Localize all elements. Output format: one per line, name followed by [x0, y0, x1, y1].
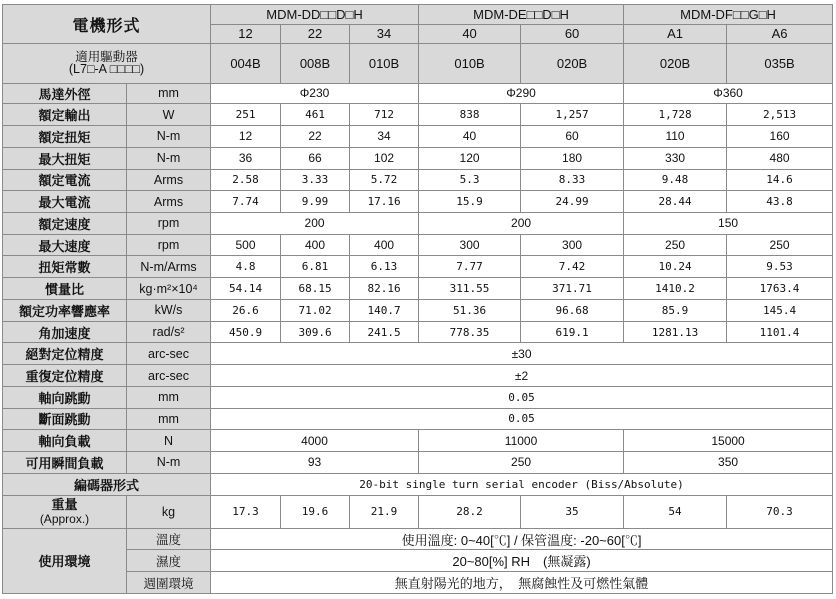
group-de-header: MDM-DE□□D□H: [419, 5, 624, 25]
cell-value: 7.74: [211, 191, 281, 213]
env-surroundings-value: 無直射陽光的地方， 無腐蝕性及可燃性氣體: [211, 572, 833, 594]
row-label: 額定速度: [3, 213, 127, 235]
cell-value: 1410.2: [624, 278, 727, 300]
cell-value: 20-bit single turn serial encoder (Biss/Absolute): [211, 473, 833, 495]
cell-value: 150: [624, 213, 833, 235]
cell-value: 4.8: [211, 256, 281, 278]
row-label: 慣量比: [3, 278, 127, 300]
cell-value: 2.58: [211, 169, 281, 191]
cell-value: 6.81: [281, 256, 350, 278]
cell-value: 160: [727, 126, 833, 148]
row-unit: arc-sec: [127, 343, 211, 365]
cell-value: 60: [521, 126, 624, 148]
driver-code: 010B: [350, 44, 419, 83]
cell-value: 70.3: [727, 495, 833, 528]
cell-value: 14.6: [727, 169, 833, 191]
cell-value: 54.14: [211, 278, 281, 300]
row-unit: kW/s: [127, 299, 211, 321]
driver-label-line1: 適用驅動器: [75, 50, 138, 65]
cell-value: 9.53: [727, 256, 833, 278]
cell-value: Φ290: [419, 83, 624, 104]
row-unit: N: [127, 430, 211, 452]
row-unit: N-m: [127, 126, 211, 148]
row-label: 軸向跳動: [3, 386, 127, 408]
model-code: A6: [727, 24, 833, 44]
row-label: 額定輸出: [3, 104, 127, 126]
cell-value: 480: [727, 147, 833, 169]
row-unit: N-m/Arms: [127, 256, 211, 278]
cell-value: 0.05: [211, 386, 833, 408]
cell-value: 461: [281, 104, 350, 126]
cell-value: 82.16: [350, 278, 419, 300]
row-unit: mm: [127, 408, 211, 430]
cell-value: 6.13: [350, 256, 419, 278]
row-label: 軸向負載: [3, 430, 127, 452]
row-label: 最大電流: [3, 191, 127, 213]
row-unit: Arms: [127, 191, 211, 213]
cell-value: 11000: [419, 430, 624, 452]
row-label: 斷面跳動: [3, 408, 127, 430]
cell-value: 54: [624, 495, 727, 528]
cell-value: ±30: [211, 343, 833, 365]
row-unit: mm: [127, 386, 211, 408]
cell-value: 200: [211, 213, 419, 235]
cell-value: 12: [211, 126, 281, 148]
cell-value: 9.48: [624, 169, 727, 191]
cell-value: 1763.4: [727, 278, 833, 300]
row-label: 角加速度: [3, 321, 127, 343]
cell-value: 712: [350, 104, 419, 126]
cell-value: 7.42: [521, 256, 624, 278]
cell-value: 778.35: [419, 321, 521, 343]
model-code: 34: [350, 24, 419, 44]
cell-value: 110: [624, 126, 727, 148]
cell-value: 250: [727, 234, 833, 256]
model-code: 60: [521, 24, 624, 44]
cell-value: 1,257: [521, 104, 624, 126]
driver-code: 004B: [211, 44, 281, 83]
driver-code: 008B: [281, 44, 350, 83]
cell-value: 36: [211, 147, 281, 169]
cell-value: 93: [211, 452, 419, 474]
cell-value: 309.6: [281, 321, 350, 343]
cell-value: Φ360: [624, 83, 833, 104]
group-dd-header: MDM-DD□□D□H: [211, 5, 419, 25]
cell-value: 371.71: [521, 278, 624, 300]
row-unit: W: [127, 104, 211, 126]
row-unit: N-m: [127, 147, 211, 169]
row-unit: mm: [127, 83, 211, 104]
driver-label: [3, 44, 211, 83]
row-unit: kg: [127, 495, 211, 528]
cell-value: 21.9: [350, 495, 419, 528]
cell-value: 619.1: [521, 321, 624, 343]
cell-value: 250: [419, 452, 624, 474]
cell-value: 180: [521, 147, 624, 169]
cell-value: 250: [624, 234, 727, 256]
cell-value: 17.16: [350, 191, 419, 213]
cell-value: 85.9: [624, 299, 727, 321]
cell-value: 22: [281, 126, 350, 148]
row-unit: Arms: [127, 169, 211, 191]
cell-value: 400: [350, 234, 419, 256]
cell-value: 19.6: [281, 495, 350, 528]
cell-value: 120: [419, 147, 521, 169]
cell-value: 330: [624, 147, 727, 169]
row-label: 額定功率響應率: [3, 299, 127, 321]
cell-value: 145.4: [727, 299, 833, 321]
cell-value: 350: [624, 452, 833, 474]
cell-value: 7.77: [419, 256, 521, 278]
row-label: 可用瞬間負載: [3, 452, 127, 474]
row-unit: rpm: [127, 213, 211, 235]
cell-value: 400: [281, 234, 350, 256]
cell-value: 200: [419, 213, 624, 235]
cell-value: 35: [521, 495, 624, 528]
row-label: 重復定位精度: [3, 365, 127, 387]
env-humidity-value: 20~80[%] RH (無凝露): [211, 550, 833, 572]
driver-label-line2: (L7□-A □□□□): [68, 62, 145, 77]
cell-value: 5.3: [419, 169, 521, 191]
row-unit: N-m: [127, 452, 211, 474]
cell-value: 68.15: [281, 278, 350, 300]
cell-value: 26.6: [211, 299, 281, 321]
env-surroundings-label: 週圍環境: [127, 572, 211, 594]
cell-value: 241.5: [350, 321, 419, 343]
row-unit: rad/s²: [127, 321, 211, 343]
cell-value: 4000: [211, 430, 419, 452]
cell-value: 102: [350, 147, 419, 169]
cell-value: 5.72: [350, 169, 419, 191]
cell-value: 8.33: [521, 169, 624, 191]
driver-code: 035B: [727, 44, 833, 83]
row-label: [3, 495, 127, 528]
group-df-header: MDM-DF□□G□H: [624, 5, 833, 25]
env-temp-label: 溫度: [127, 528, 211, 550]
cell-value: 311.55: [419, 278, 521, 300]
cell-value: 28.44: [624, 191, 727, 213]
cell-value: 66: [281, 147, 350, 169]
env-label: 使用環境: [3, 528, 127, 593]
row-label: 最大速度: [3, 234, 127, 256]
cell-value: Φ230: [211, 83, 419, 104]
row-label: 絕對定位精度: [3, 343, 127, 365]
cell-value: 34: [350, 126, 419, 148]
model-code: 22: [281, 24, 350, 44]
model-code: A1: [624, 24, 727, 44]
cell-value: 9.99: [281, 191, 350, 213]
driver-code: 020B: [521, 44, 624, 83]
model-code: 12: [211, 24, 281, 44]
cell-value: 24.99: [521, 191, 624, 213]
weight-label: 重量: [51, 496, 78, 512]
cell-value: 838: [419, 104, 521, 126]
cell-value: 28.2: [419, 495, 521, 528]
driver-code: 010B: [419, 44, 521, 83]
row-label: 額定扭矩: [3, 126, 127, 148]
row-unit: kg·m²×10⁴: [127, 278, 211, 300]
cell-value: 15000: [624, 430, 833, 452]
cell-value: 140.7: [350, 299, 419, 321]
cell-value: 43.8: [727, 191, 833, 213]
model-code: 40: [419, 24, 521, 44]
cell-value: 300: [419, 234, 521, 256]
cell-value: 251: [211, 104, 281, 126]
cell-value: 96.68: [521, 299, 624, 321]
row-label: 額定電流: [3, 169, 127, 191]
env-temp-value: 使用溫度: 0~40[℃] / 保管溫度: -20~60[℃]: [211, 528, 833, 550]
cell-value: 1281.13: [624, 321, 727, 343]
motor-type-title: 電機形式: [3, 5, 211, 44]
cell-value: ±2: [211, 365, 833, 387]
row-unit: rpm: [127, 234, 211, 256]
cell-value: 40: [419, 126, 521, 148]
cell-value: 500: [211, 234, 281, 256]
cell-value: 71.02: [281, 299, 350, 321]
motor-spec-table: [2, 4, 833, 594]
cell-value: 3.33: [281, 169, 350, 191]
row-label: 馬達外徑: [3, 83, 127, 104]
driver-code: 020B: [624, 44, 727, 83]
row-label: 扭矩常數: [3, 256, 127, 278]
cell-value: 10.24: [624, 256, 727, 278]
row-unit: arc-sec: [127, 365, 211, 387]
weight-approx-label: (Approx.): [39, 511, 90, 526]
row-label: 編碼器形式: [3, 473, 211, 495]
cell-value: 51.36: [419, 299, 521, 321]
row-label: 最大扭矩: [3, 147, 127, 169]
cell-value: 2,513: [727, 104, 833, 126]
cell-value: 1101.4: [727, 321, 833, 343]
cell-value: 0.05: [211, 408, 833, 430]
cell-value: 17.3: [211, 495, 281, 528]
cell-value: 300: [521, 234, 624, 256]
cell-value: 15.9: [419, 191, 521, 213]
cell-value: 450.9: [211, 321, 281, 343]
cell-value: 1,728: [624, 104, 727, 126]
env-humidity-label: 濕度: [127, 550, 211, 572]
